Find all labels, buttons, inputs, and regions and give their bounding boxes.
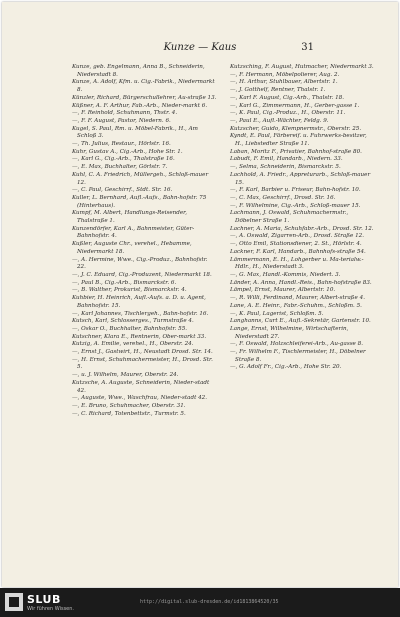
- directory-entry: —, K. Paul, Lagerist, Schloßm. 5.: [230, 310, 324, 317]
- directory-entry: —, E. Bruno, Schuhmacher, Oberstr. 31.: [72, 402, 186, 409]
- permalink-url[interactable]: http://digital.slub-dresden.de/id1813864520/35: [140, 599, 279, 605]
- directory-entry: Kutzsche, A. Auguste, Schneiderin, Nieder-stadt 42.: [72, 379, 210, 394]
- directory-entry: Kuhr, Gustav A., Cig.-Arb., Hohe Str. 1.: [72, 148, 183, 155]
- directory-entry: Lange, Ernst, Wilhelmine, Wirtschafterin, Niederstadt 27.: [230, 325, 349, 340]
- directory-entry: Kunze, A. Adolf, Kfm. u. Cig.-Fabrik., Niedermarkt 8.: [72, 79, 215, 94]
- directory-entry: Kutzig, A. Emilie, verehel., H., Oberstr. 24.: [72, 341, 194, 348]
- directory-entry: —, Selma, Schneiderin, Bismarckstr. 5.: [230, 164, 341, 171]
- directory-entry: Lackner, F. Karl, Handarb., Bahnhofs-straße 54.: [230, 248, 366, 255]
- directory-entry: Lämmermann, E. H., Lohgerber u. Ma-terialw.-Hdlr., H., Niederstadt 3.: [230, 256, 364, 271]
- directory-entry: —, J. C. Eduard, Cig.-Produzent, Niedermarkt 18.: [72, 271, 212, 278]
- directory-entry: Kugel, S. Paul, Rm. u. Möbel-Fabrik., H., Am Schloß 3.: [72, 125, 198, 140]
- directory-entry: Länder, A. Anna, Handl.-Reis., Bahn-hofstraße 83.: [230, 279, 372, 286]
- directory-column-right: [230, 64, 376, 372]
- directory-entry: Kuhl, C. A. Friedrich, Müllergeh., Schloß-mauer 12.: [72, 171, 209, 186]
- directory-entry: —, E. Max, Buchhalter, Görlstr. 7.: [72, 164, 168, 171]
- directory-entry: —, F. Oswald, Holzschleiferei-Arb., Au-gasse 8.: [230, 341, 363, 348]
- directory-column-left: [72, 64, 218, 418]
- page-number: 31: [301, 42, 314, 53]
- directory-entry: Kumpf, M. Albert, Handlungs-Reisender, Thalstraße 1.: [72, 210, 188, 225]
- directory-entry: Lachner, A. Maria, Schuhfabr.-Arb., Drosd. Str. 12.: [230, 225, 374, 232]
- directory-entry: Kunze, geb. Engelmann, Anna B., Schneiderin, Niederstadt 8.: [72, 64, 205, 78]
- directory-entry: —, Karl F. August, Cig.-Arb., Thalstr. 18.: [230, 94, 345, 101]
- directory-entry: —, H. Arthur, Stuhlbauer, Albertstr. 1.: [230, 79, 338, 86]
- running-head: Kunze — Kaus: [163, 42, 237, 53]
- directory-entry: —, Karl Johannes, Tischlergeh., Bahn-hofstr. 16.: [72, 310, 209, 317]
- directory-entry: —, Ernst J., Gastwirt, H., Neustadt Drosd. Str. 14.: [72, 349, 213, 356]
- directory-entry: Kunzendörfer, Karl A., Bahnmeister, Güter-Bahnhofstr. 4.: [72, 225, 195, 240]
- directory-entry: Kyndt, E. Paul, Färbereif. u. Fuhrwerks-besitzer, H., Liebstedter Straße 11.: [230, 133, 367, 148]
- directory-entry: —, C. Paul, Geschirrf., Stdt. Str. 16.: [72, 187, 173, 194]
- directory-entry: Lämpel, Ernst, Maurer, Albertstr. 10.: [230, 287, 336, 294]
- library-footer-bar: [0, 588, 400, 617]
- directory-entry: Küßner, A. F. Arthur, Fab.-Arb., Nieder-markt 6.: [72, 102, 208, 109]
- directory-entry: —, B. Walther, Prokurist, Bismarckstr. 4.: [72, 287, 187, 294]
- directory-entry: —, G. Adolf Fr., Cig.-Arb., Hohe Str. 20.: [230, 364, 342, 371]
- directory-entry: —, Oskar O., Buchhalter, Bahnhofstr. 55.: [72, 325, 188, 332]
- directory-entry: —, H. Ernst, Schuhmachermeister, H., Drosd. Str. 5.: [72, 356, 213, 371]
- directory-entry: —, Paul E., Aufl.-Wächter, Feldg. 9.: [230, 117, 329, 124]
- directory-entry: Lachmann, J. Oswald, Schuhmachermstr., Döbelner Straße 1.: [230, 210, 349, 225]
- directory-entry: Kutsch, Karl, Schlosserges., Turmstraße 4.: [72, 318, 194, 325]
- directory-entry: —, A. Oswald, Zigarren-Arb., Drosd. Straße 12.: [230, 233, 364, 240]
- directory-entry: —, J. Gotthelf, Rentner, Thalstr. 1.: [230, 87, 326, 94]
- directory-entry: —, K. Paul, Cig.-Produz., H., Oberstr. 11.: [230, 110, 346, 117]
- directory-entry: —, F. Hermann, Möbelpolierer, Aug. 2.: [230, 71, 340, 78]
- directory-entry: —, R. Willi, Ferdinand, Maurer, Albert-straße 4.: [230, 295, 365, 302]
- library-name: SLUB: [27, 593, 61, 606]
- directory-entry: Langhanns, Curt E., Aufl.-Sekretär, Gartenstr. 10.: [230, 318, 371, 325]
- directory-entry: —, A. Hermine, Wwe., Cig.-Produz., Bahnhofstr. 22.: [72, 256, 208, 271]
- directory-entry: Künzler, Richard, Bürgerschullehrer, Au-straße 13.: [72, 94, 217, 101]
- slub-logo-icon: [5, 593, 23, 611]
- directory-entry: —, u. J. Wilhelm, Maurer, Oberstr. 24.: [72, 372, 179, 379]
- directory-entry: —, C. Max, Geschirrf., Drosd. Str. 16.: [230, 194, 336, 201]
- directory-entry: —, C. Richard, Totenbettstr., Turmstr. 5.: [72, 410, 186, 417]
- directory-entry: —, Karl G., Zimmermann, H., Gerber-gasse 1.: [230, 102, 360, 109]
- directory-entry: Kutschner, Klara E., Rentnerin, Ober-markt 33.: [72, 333, 207, 340]
- directory-entry: —, F. Karl, Barbier u. Friseur, Bahn-hofstr. 10.: [230, 187, 361, 194]
- directory-entry: Kußler, Auguste Chr., verehel., Hebamme, Niedermarkt 18.: [72, 241, 192, 255]
- directory-entry: Kutzscher, Guido, Klempnermstr., Oberstr. 25.: [230, 125, 362, 132]
- directory-entry: Kutzsching, F. August, Hutmacher, Niedermarkt 3.: [230, 64, 374, 70]
- page-header: [2, 42, 398, 60]
- directory-entry: —, Auguste, Wwe., Waschfrau, Nieder-stadt 42.: [72, 395, 207, 402]
- directory-entry: —, G. Max, Handl.-Kommis, Niedert. 3.: [230, 271, 341, 278]
- directory-entry: —, Paul B., Cig.-Arb., Bismarckstr. 6.: [72, 279, 177, 286]
- directory-entry: —, Th. Julius, Restaur., Hörlstr. 16.: [72, 141, 171, 148]
- directory-entry: —, F. F. August, Pastor, Niedern. 6.: [72, 117, 171, 124]
- directory-entry: —, F. Reinhold, Schuhmann, Thstr. 4.: [72, 110, 178, 117]
- directory-entry: —, Fr. Wilhelm F., Tischlermeister, H., Döbelner Straße 8.: [230, 349, 366, 363]
- directory-entry: Lachhold, A. Friedr., Appreturarb., Schloß-mauer 15.: [230, 171, 371, 186]
- directory-entry: Lane, A. E. Heinr., Fabr.-Schuhm., Schloßm. 5.: [230, 302, 362, 309]
- directory-entry: Kuller, L. Bernhard, Aufl.-Aufs., Bahn-hofstr. 75 (Hinterhaus).: [72, 194, 207, 209]
- directory-entry: Labudt, F. Emil, Handarb., Niedern. 33.: [230, 156, 343, 163]
- directory-entry: Kuhbier, H. Heinrich, Aufl.-Aufs. a. D. u. Agent, Bahnhofstr. 15.: [72, 295, 206, 309]
- directory-entry: —, Karl G., Cig.-Arb., Thalstraße 16.: [72, 156, 175, 163]
- directory-entry: Laban, Moritz F., Privatier, Bahnhof-straße 80.: [230, 148, 362, 155]
- directory-entry: —, Otto Emil, Stationsdiener, 2. St., Hörlstr. 4.: [230, 241, 362, 248]
- directory-entry: —, F. Wilhelmine, Cig.-Arb., Schloß-mauer 15.: [230, 202, 361, 209]
- scanned-page: [2, 2, 398, 587]
- library-tagline: Wir führen Wissen.: [27, 606, 75, 612]
